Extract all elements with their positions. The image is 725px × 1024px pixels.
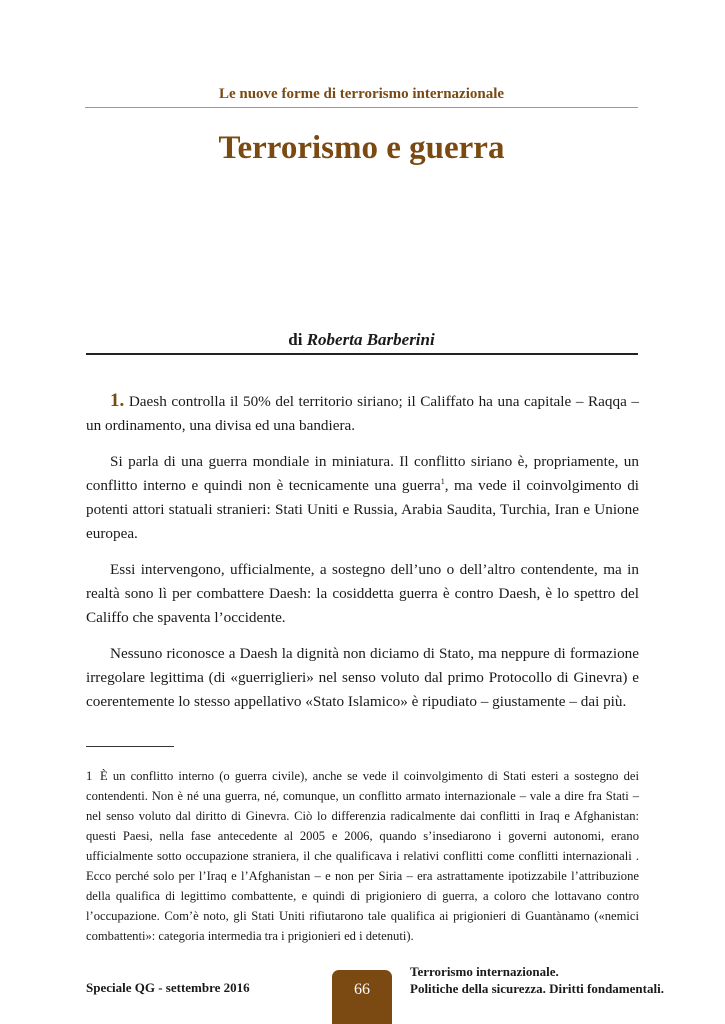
footer-publication: Speciale QG - settembre 2016 — [86, 980, 250, 995]
byline-prefix: di — [288, 330, 303, 349]
footnote-divider — [86, 746, 174, 747]
paragraph-2-text-before: Si parla di una guerra mondiale in miniatura. Il conflitto siriano è, propriamente, un conflitto interno e quindi non è tecnicamente una guerra — [86, 453, 639, 494]
footer-series-line-2: Politiche della sicurezza. Diritti fondamentali. — [410, 981, 664, 996]
footer-series — [410, 963, 664, 997]
footer-series-line-1: Terrorismo internazionale. — [410, 964, 559, 979]
paragraph-4: Nessuno riconosce a Daesh la dignità non diciamo di Stato, ma neppure di formazione irregolare legittima (di «guerriglieri» nel senso voluto dal primo Protocollo di Ginevra) e coerentemente lo stesso appellativo «Stato Islamico» è ripudiato – giustamente – dai più. — [86, 645, 639, 710]
paragraph-2 — [86, 450, 639, 546]
article-title: Terrorismo e guerra — [218, 130, 505, 166]
paragraph-3: Essi intervengono, ufficialmente, a sostegno dell’uno o dell’altro contendente, ma in realtà sono lì per combattere Daesh: la cosiddetta guerra è contro Daesh, è lo spettro del Califfo che spaventa l’occidente. — [86, 561, 639, 626]
footnote-text: È un conflitto interno (o guerra civile), anche se vede il coinvolgimento di Stati esteri a sostegno dei contendenti. Non è né una guerra, né, comunque, un conflitto armato internazionale – vale a dire fra Stati – nel senso voluto dal diritto di Ginevra. Ciò lo differenzia radicalmente dai conflitti in Iraq e Afghanistan: questi Paesi, nella fase antecedente al 2005 e 2006, quando s’insediarono i governi autonomi, erano ufficialmente sotto occupazione straniera, il che qualificava i relativi conflitti come conflitti internazionali . Ecco perché solo per l’Iraq e l’Afghanistan – e non per Siria – era astrattamente ipotizzabile l’attribuzione della qualifica di legittimo combattente, e quindi di prigioniero di guerra, a coloro che lottavano contro l’occupazione. Com’è noto, gli Stati Uniti rifiutarono tale qualifica ai prigionieri di Guantànamo («nemici combattenti»: categoria intermedia tra i prigionieri ed i detenuti). — [86, 769, 639, 943]
header-divider — [85, 107, 638, 108]
footnote — [86, 766, 639, 946]
article-body — [86, 389, 639, 726]
byline — [85, 330, 638, 350]
paragraph-1 — [86, 389, 639, 438]
author-name: Roberta Barberini — [306, 330, 435, 349]
paragraph-2-text-after: , ma vede il coinvolgimento di potenti attori statuali stranieri: Stati Uniti e Russia, Arabia Saudita, Turchia, Iran e Unione europea. — [86, 477, 640, 542]
footnote-number: 1 — [86, 769, 93, 783]
page-number-tab — [332, 970, 392, 1024]
footnote-ref[interactable]: 1 — [440, 476, 445, 486]
running-header: Le nuove forme di terrorismo internazionale — [218, 86, 505, 102]
page-number: 66 — [354, 981, 370, 998]
paragraph-1-text: Daesh controlla il 50% del territorio siriano; il Califfato ha una capitale – Raqqa – un ordinamento, una divisa ed una bandiera. — [86, 393, 639, 434]
byline-divider — [86, 353, 638, 355]
section-number: 1. — [110, 390, 125, 411]
